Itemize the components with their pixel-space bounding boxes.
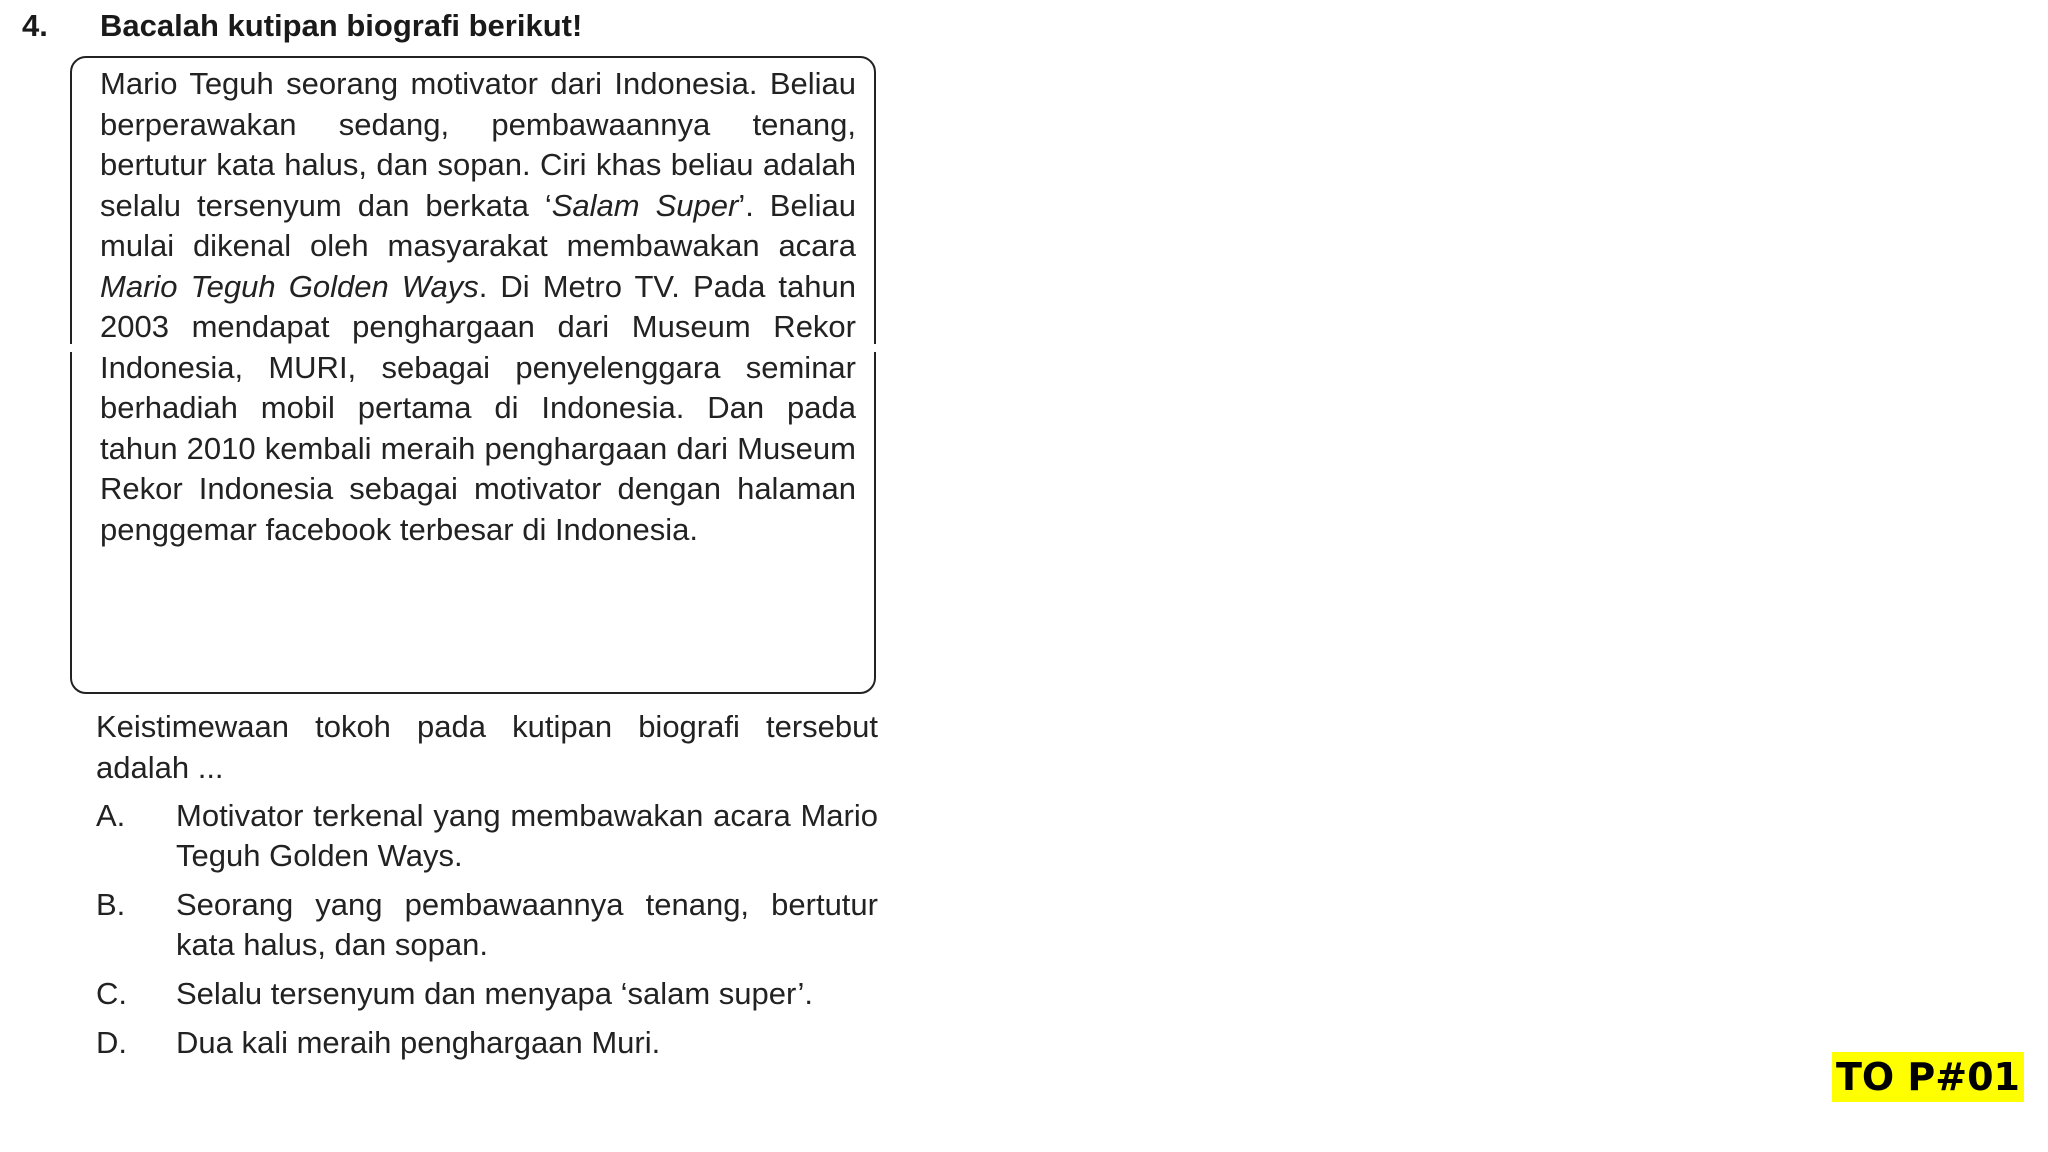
passage-text-part-3: . Di Metro TV. Pada tahun 2003 mendapat penghargaan dari Museum Rekor Indonesia, MURI, sebagai penyelenggara seminar berhadiah mobil pertama di Indonesia. Dan pada tahun 2010 kembali meraih penghargaan dari Museum Rekor Indonesia sebagai motivator dengan halaman penggemar facebook terbesar di Indonesia. — [100, 268, 856, 547]
passage-quote: Salam Super — [551, 187, 739, 223]
answer-options — [96, 796, 878, 1072]
option-text: Dua kali meraih penghargaan Muri. — [176, 1025, 661, 1060]
question-number: 4. — [22, 8, 48, 43]
option-text: Selalu tersenyum dan menyapa ‘salam super’. — [176, 976, 813, 1011]
biography-passage — [100, 64, 856, 550]
option-letter: A. — [96, 798, 126, 833]
option-b[interactable] — [96, 885, 878, 965]
option-a[interactable] — [96, 796, 878, 876]
passage-text-part-2: ’. Beliau mulai dikenal oleh masyarakat membawakan acara — [100, 187, 856, 263]
test-code-badge: TO P#01 — [1832, 1052, 2024, 1102]
option-letter: D. — [96, 1025, 127, 1060]
option-d[interactable] — [96, 1023, 878, 1063]
passage-text-part-1: Mario Teguh seorang motivator dari Indonesia. Beliau berperawakan sedang, pembawaannya tenang, bertutur kata halus, dan sopan. Ciri khas beliau adalah selalu tersenyum dan berkata ‘ — [100, 66, 856, 223]
option-letter: C. — [96, 976, 127, 1011]
option-text: Seorang yang pembawaannya tenang, bertutur kata halus, dan sopan. — [176, 887, 878, 962]
question-stem: Keistimewaan tokoh pada kutipan biografi tersebut adalah ... — [96, 709, 878, 785]
passage-show-title: Mario Teguh Golden Ways — [100, 268, 479, 304]
option-letter: B. — [96, 887, 126, 922]
question-instruction: Bacalah kutipan biografi berikut! — [100, 8, 583, 43]
option-text: Motivator terkenal yang membawakan acara Mario Teguh Golden Ways. — [176, 798, 878, 873]
option-c[interactable] — [96, 974, 878, 1014]
